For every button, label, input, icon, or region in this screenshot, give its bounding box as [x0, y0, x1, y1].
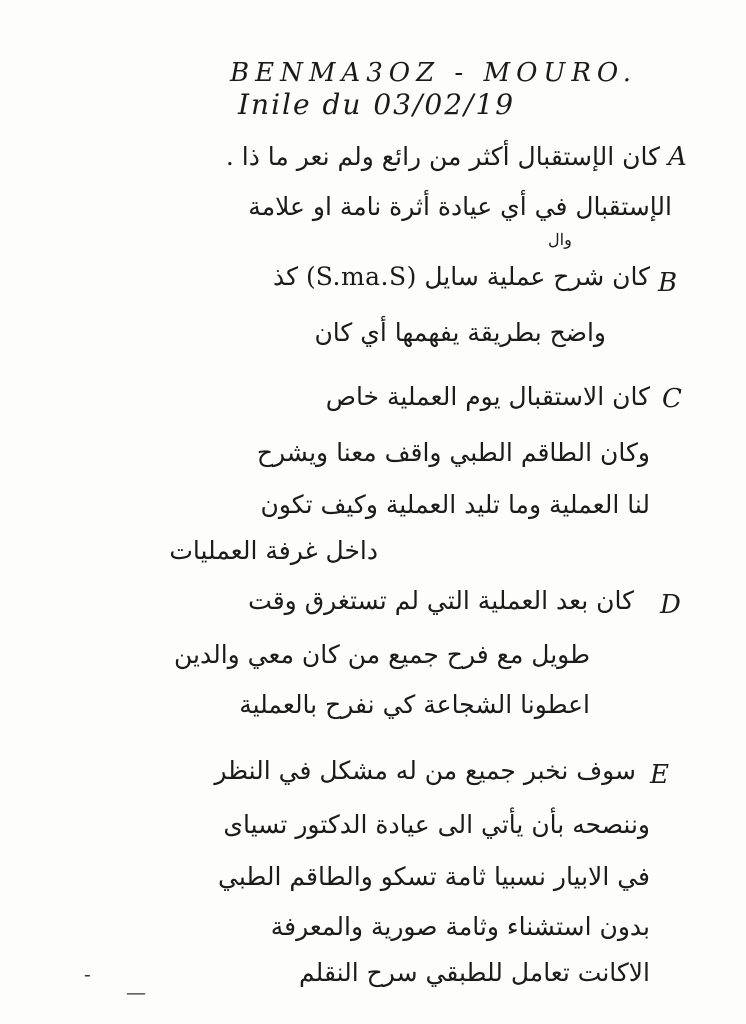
- section-c-line-3: لنا العملية وما تليد العملية وكيف تكون: [260, 490, 650, 519]
- margin-mark: -: [84, 962, 91, 986]
- margin-mark-2: —: [126, 980, 146, 1004]
- section-a-note: وال: [548, 230, 572, 249]
- section-e-line-3: في الابيار نسبيا ثامة تسكو والطاقم الطبي: [218, 862, 650, 891]
- section-a-line-1: كان الإستقبال أكثر من رائع ولم نعر ما ذا .: [225, 142, 660, 171]
- section-d-line-1: كان بعد العملية التي لم تستغرق وقت: [248, 586, 634, 615]
- section-b-line-2: واضح بطريقة يفهمها أي كان: [314, 318, 606, 347]
- document-date: Inile du 03/02/19: [238, 88, 516, 121]
- section-c-line-4: داخل غرفة العمليات: [169, 536, 378, 565]
- section-e-line-4: بدون استشناء وثامة صورية والمعرفة: [270, 912, 650, 941]
- section-letter-e: E: [650, 760, 669, 790]
- section-e-line-1: سوف نخبر جميع من له مشكل في النظر: [214, 756, 636, 785]
- section-d-line-3: اعطونا الشجاعة كي نفرح بالعملية: [239, 690, 590, 719]
- section-e-line-2: وننصحه بأن يأتي الى عيادة الدكتور تسياى: [223, 810, 650, 839]
- section-e-line-5: الاكانت تعامل للطبقي سرح النقلم: [299, 958, 650, 987]
- section-letter-d: D: [660, 590, 681, 620]
- section-letter-a: A: [668, 142, 687, 172]
- section-letter-b: B: [658, 268, 678, 298]
- section-c-line-1: كان الاستقبال يوم العملية خاص: [325, 382, 650, 411]
- author-name: BENMA3OZ - MOURO.: [230, 58, 637, 88]
- section-a-line-2: الإستقبال في أي عيادة أثرة نامة او علامة: [248, 192, 672, 221]
- section-b-line-1: كان شرح عملية سايل (S.ma.S) كذ: [273, 262, 650, 291]
- section-c-line-2: وكان الطاقم الطبي واقف معنا ويشرح: [256, 438, 650, 467]
- section-letter-c: C: [662, 384, 682, 414]
- section-d-line-2: طويل مع فرح جميع من كان معي والدين: [173, 640, 590, 669]
